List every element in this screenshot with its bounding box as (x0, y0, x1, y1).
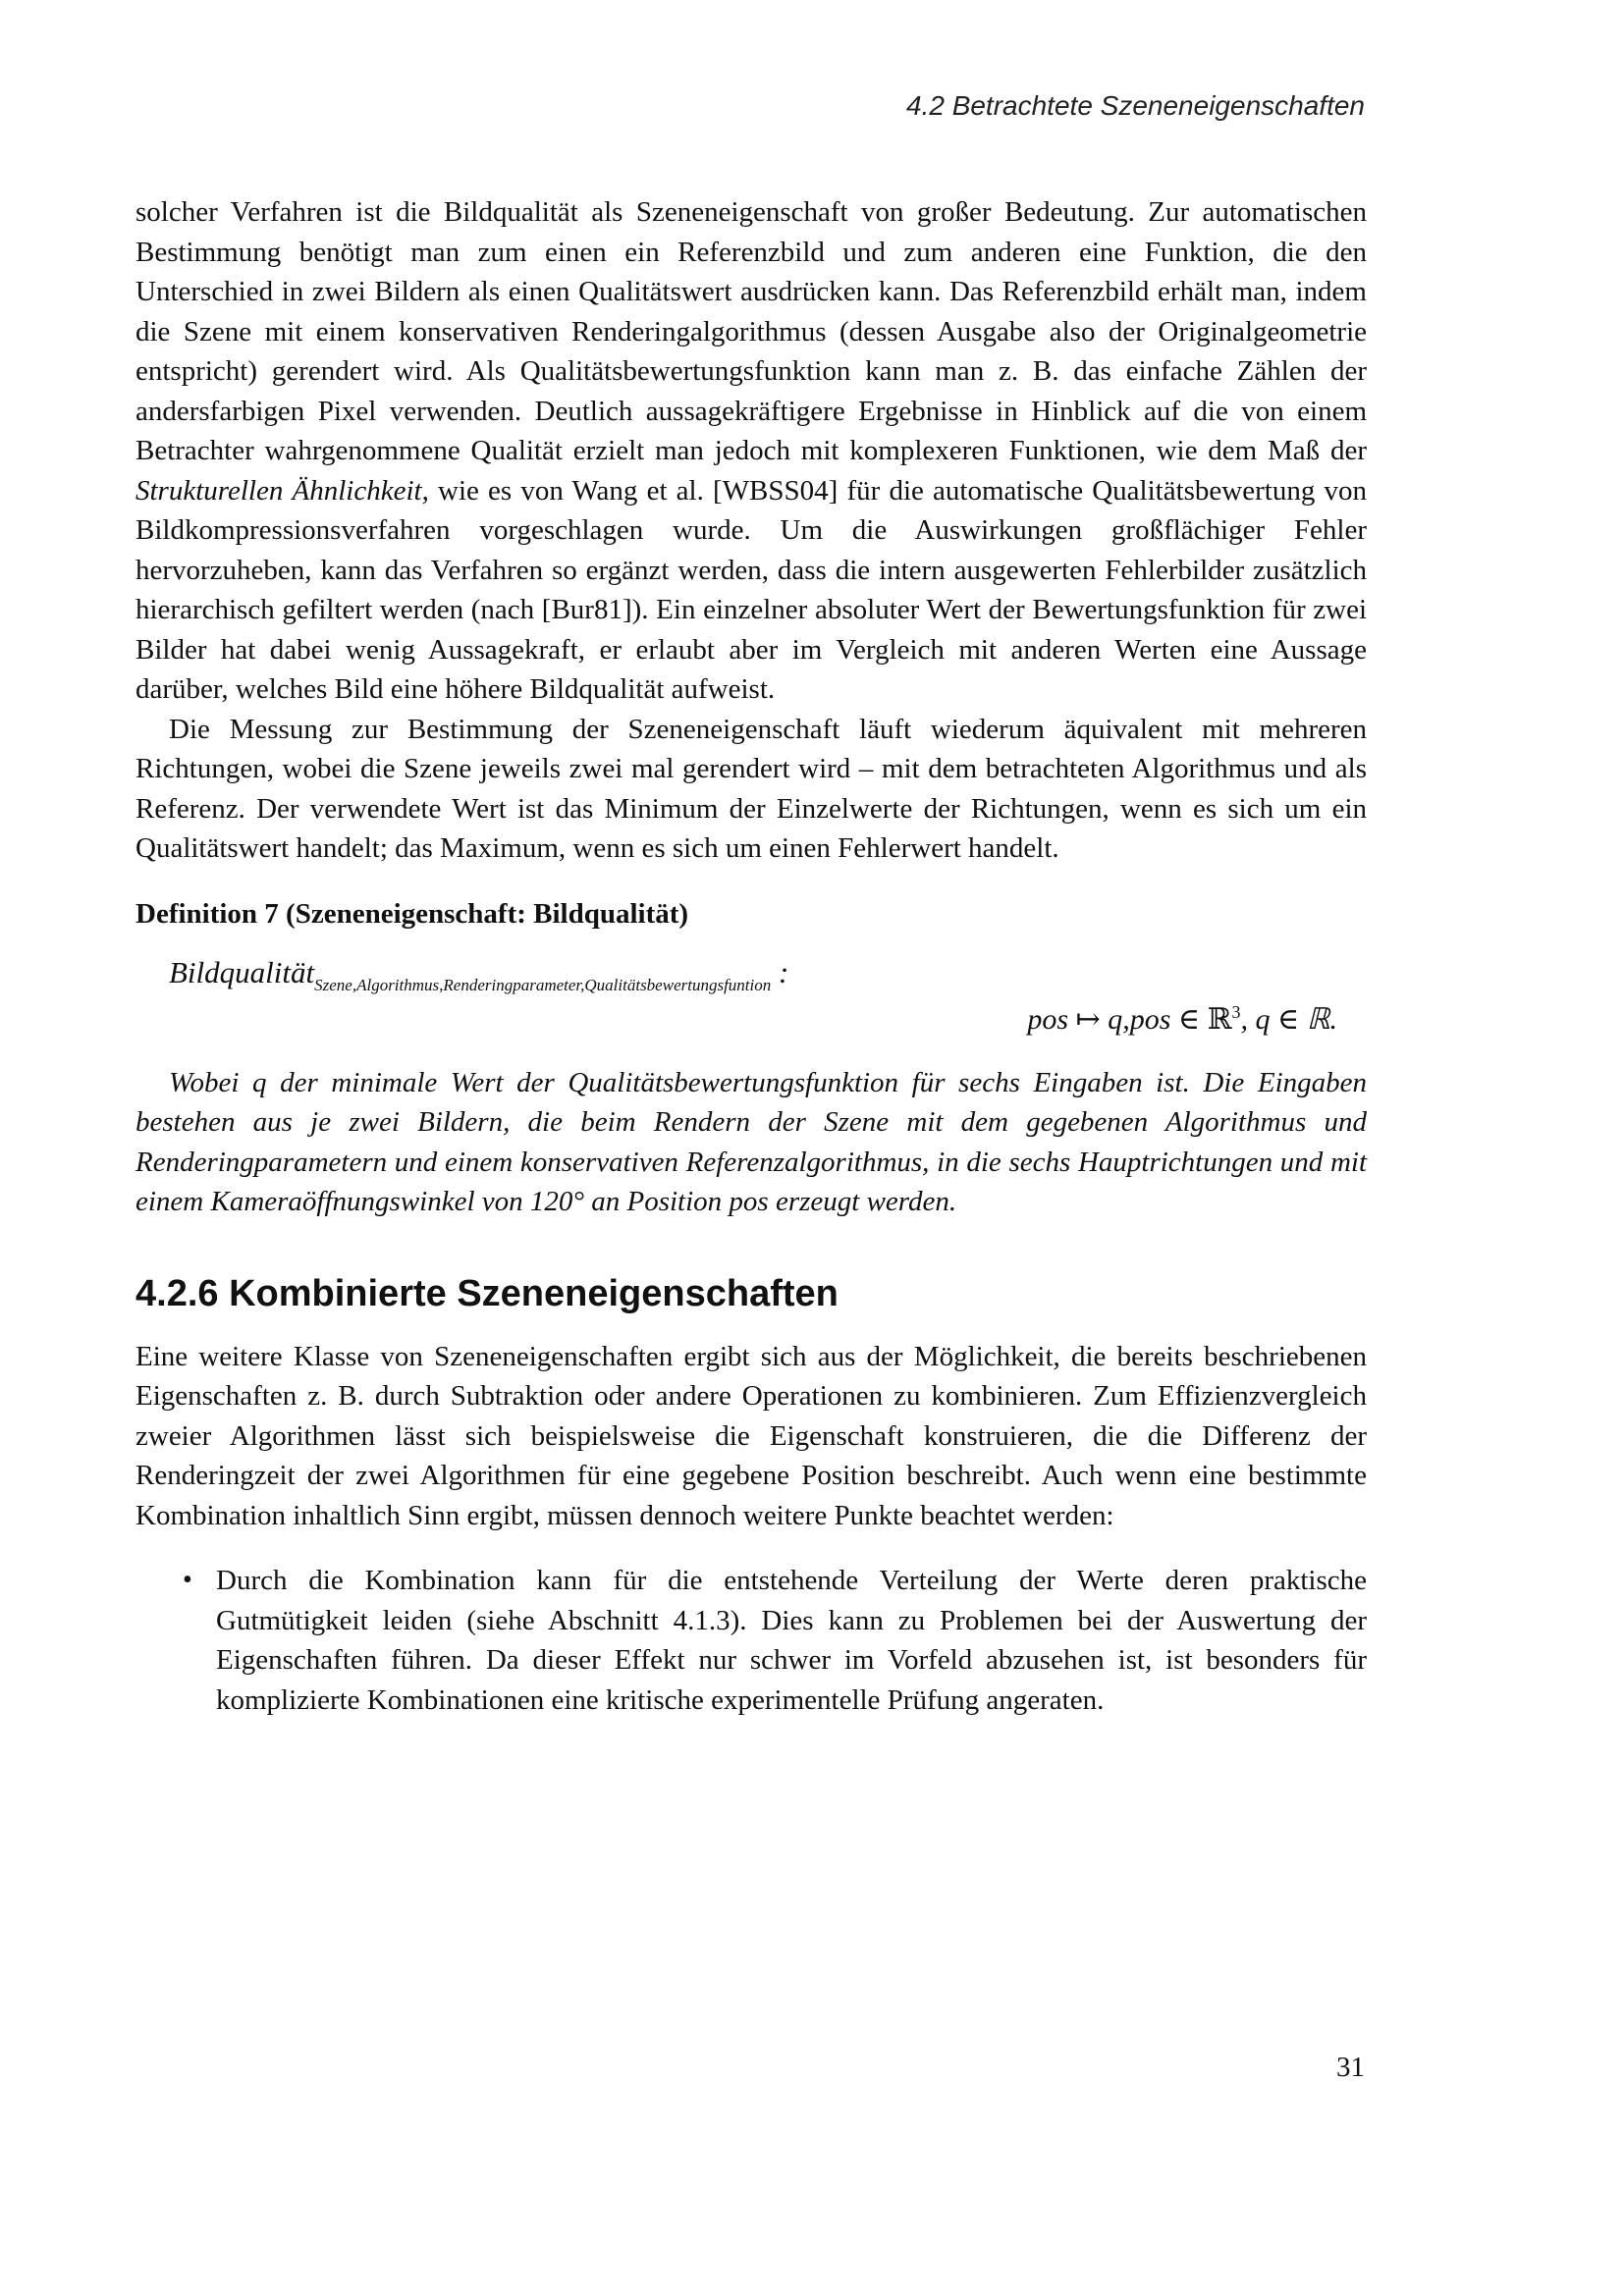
list-item (183, 1561, 1367, 1720)
formula-subscript: Szene,Algorithmus,Renderingparameter,Qualitätsbewertungsfuntion (314, 975, 772, 994)
page-number: 31 (1336, 2052, 1365, 2083)
definition-title: Definition 7 (Szeneneigenschaft: Bildqualität) (135, 897, 689, 930)
bullet-list (135, 1561, 1367, 1720)
paragraph-text: solcher Verfahren ist die Bildqualität als Szeneneigenschaft von großer Bedeutung. Zur automatischen Bestimmung benötigt man zum einen ein Referenzbild und zum anderen eine Funktion, die den Unterschied in zwei Bildern als einen Qualitätswert ausdrücken kann. Das Referenzbild erhält man, indem die Szene mit einem konservativen Renderingalgorithmus (dessen Ausgabe also der Originalgeometrie entspricht) gerendert wird. Als Qualitätsbewertungsfunktion kann man z. B. das einfache Zählen der andersfarbigen Pixel verwenden. Deutlich aussagekräftigere Ergebnisse in Hinblick auf die von einem Betrachter wahrgenommene Qualität erzielt man jedoch mit komplexeren Funktionen, wie dem Maß der (135, 196, 1367, 466)
section-intro: Eine weitere Klasse von Szeneneigenschaften ergibt sich aus der Möglichkeit, die bereits beschriebenen Eigenschaften z. B. durch Subtraktion oder andere Operationen zu kombinieren. Zum Effizienzvergleich zweier Algorithmen lässt sich beispielsweise die Eigenschaft konstruieren, die die Differenz der Renderingzeit der zwei Algorithmen für eine gegebene Position beschreibt. Auch wenn eine bestimmte Kombination inhaltlich Sinn ergibt, müssen dennoch weitere Punkte beachtet werden: (135, 1340, 1367, 1531)
emphasis-structural-similarity: Strukturellen Ähnlichkeit (135, 474, 422, 507)
formula-line-1 (169, 954, 789, 994)
formula-reals: ℝ (1207, 1002, 1232, 1036)
page-body (135, 192, 1367, 1720)
running-header: 4.2 Betrachtete Szeneneigenschaften (905, 90, 1365, 121)
formula-rest: , q ∈ ℝ. (1240, 1002, 1337, 1036)
definition-formula (135, 951, 1367, 1051)
list-item-text: Durch die Kombination kann für die entstehende Verteilung der Werte deren praktische Gutmütigkeit leiden (siehe Abschnitt 4.1.3). Dies kann zu Problemen bei der Auswertung der Eigenschaften führen. Da dieser Effekt nur schwer im Vorfeld abzusehen ist, ist besonders für komplizierte Kombinationen eine kritische experimentelle Prüfung angeraten. (216, 1565, 1367, 1716)
paragraph-text: , wie es von Wang et al. [WBSS04] für die automatische Qualitätsbewertung von Bildkompressionsverfahren vorgeschlagen wurde. Um die Auswirkungen großflächiger Fehler hervorzuheben, kann das Verfahren so ergänzt werden, dass die intern ausgewerten Fehlerbilder zusätzlich hierarchisch gefiltert werden (nach [Bur81]). Ein einzelner absoluter Wert der Bewertungsfunktion für zwei Bilder hat dabei wenig Aussagekraft, er erlaubt aber im Vergleich mit anderen Werten eine Aussage darüber, welches Bild eine höhere Bildqualität aufweist. (135, 474, 1367, 705)
formula-colon: : (778, 954, 789, 989)
definition-text: Wobei q der minimale Wert der Qualitätsbewertungsfunktion für sechs Eingaben ist. Die Eingaben bestehen aus je zwei Bildern, die beim Rendern der Szene mit dem gegebenen Algorithmus und Renderingparametern und einem konservativen Referenzalgorithmus, in die sechs Hauptrichtungen und mit einem Kameraöffnungswinkel von 120° an Position pos erzeugt werden. (135, 1066, 1367, 1217)
formula-line-2 (1027, 1002, 1337, 1037)
section-heading: 4.2.6 Kombinierte Szeneneigenschaften (135, 1272, 839, 1314)
formula-mapping: pos ↦ q,pos ∈ (1027, 1002, 1208, 1036)
paragraph-bildqualitaet (135, 192, 1367, 710)
paragraph-measurement: Die Messung zur Bestimmung der Szeneneigenschaft läuft wiederum äquivalent mit mehreren Richtungen, wobei die Szene jeweils zwei mal gerendert wird – mit dem betrachteten Algorithmus und als Referenz. Der verwendete Wert ist das Minimum der Einzelwerte der Richtungen, wenn es sich um ein Qualitätswert handelt; das Maximum, wenn es sich um einen Fehlerwert handelt. (135, 713, 1367, 864)
formula-name: Bildqualität (169, 954, 315, 989)
formula-exponent: 3 (1231, 1001, 1241, 1022)
bullet-dot-icon: • (183, 1565, 192, 1595)
